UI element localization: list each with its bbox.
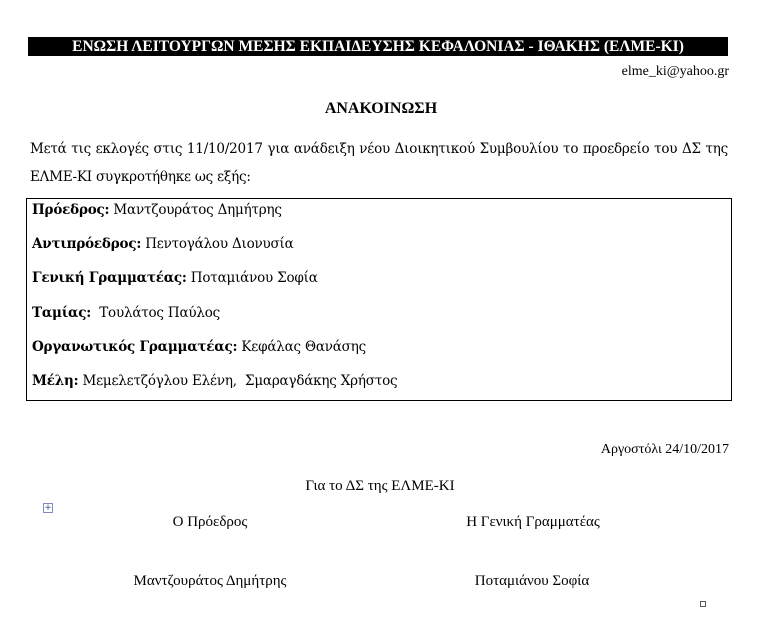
- board-role: Αντιπρόεδρος:: [32, 236, 142, 252]
- president-title: Ο Πρόεδρος: [172, 514, 248, 530]
- signature-heading: Για το ΔΣ της ΕΛΜΕ-ΚΙ: [305, 478, 455, 494]
- board-member-row: [32, 236, 294, 252]
- board-member-row: [32, 270, 318, 286]
- board-role: Ταμίας:: [32, 305, 92, 321]
- organization-header: ΕΝΩΣΗ ΛΕΙΤΟΥΡΓΩΝ ΜΕΣΗΣ ΕΚΠΑΙΔΕΥΣΗΣ ΚΕΦΑΛΟΝΙΑΣ - ΙΘΑΚΗΣ (ΕΛΜΕ-ΚΙ): [28, 37, 728, 56]
- secretary-name: Ποταμιάνου Σοφία: [474, 573, 590, 589]
- board-role: Γενική Γραμματέας:: [32, 270, 187, 286]
- board-role: Πρόεδρος:: [32, 202, 110, 218]
- board-member-row: [32, 305, 220, 321]
- place-and-date: Αργοστόλι 24/10/2017: [600, 442, 729, 457]
- board-person: Ποταμιάνου Σοφία: [186, 270, 318, 286]
- board-member-row: [32, 373, 397, 389]
- intro-paragraph: [30, 135, 728, 191]
- president-name: Μαντζουράτος Δημήτρης: [133, 573, 287, 589]
- move-anchor-icon[interactable]: +: [44, 503, 52, 513]
- board-person: Μαντζουράτος Δημήτρης: [109, 202, 282, 218]
- board-composition-box: [26, 198, 732, 401]
- board-person: Τουλάτος Παύλος: [91, 305, 221, 321]
- board-person: Μεμελετζόγλου Ελένη, Σμαραγδάκης Χρήστος: [78, 373, 398, 389]
- board-member-row: [32, 339, 366, 355]
- document-title: ΑΝΑΚΟΙΝΩΣΗ: [324, 100, 438, 117]
- board-role: Οργανωτικός Γραμματέας:: [32, 339, 238, 355]
- contact-email: elme_ki@yahoo.gr: [621, 64, 729, 79]
- secretary-title: Η Γενική Γραμματέας: [466, 514, 600, 530]
- board-role: Μέλη:: [32, 373, 79, 389]
- board-person: Πεντογάλου Διονυσία: [141, 236, 294, 252]
- board-person: Κεφάλας Θανάσης: [237, 339, 366, 355]
- intro-line-1: Μετά τις εκλογές στις 11/10/2017 για ανάδειξη νέου Διοικητικού Συμβουλίου το προεδρείο του ΔΣ της: [30, 141, 728, 157]
- table-resize-handle[interactable]: [700, 601, 706, 607]
- board-member-row: [32, 202, 282, 218]
- intro-line-2: ΕΛΜΕ-ΚΙ συγκροτήθηκε ως εξής:: [30, 169, 251, 185]
